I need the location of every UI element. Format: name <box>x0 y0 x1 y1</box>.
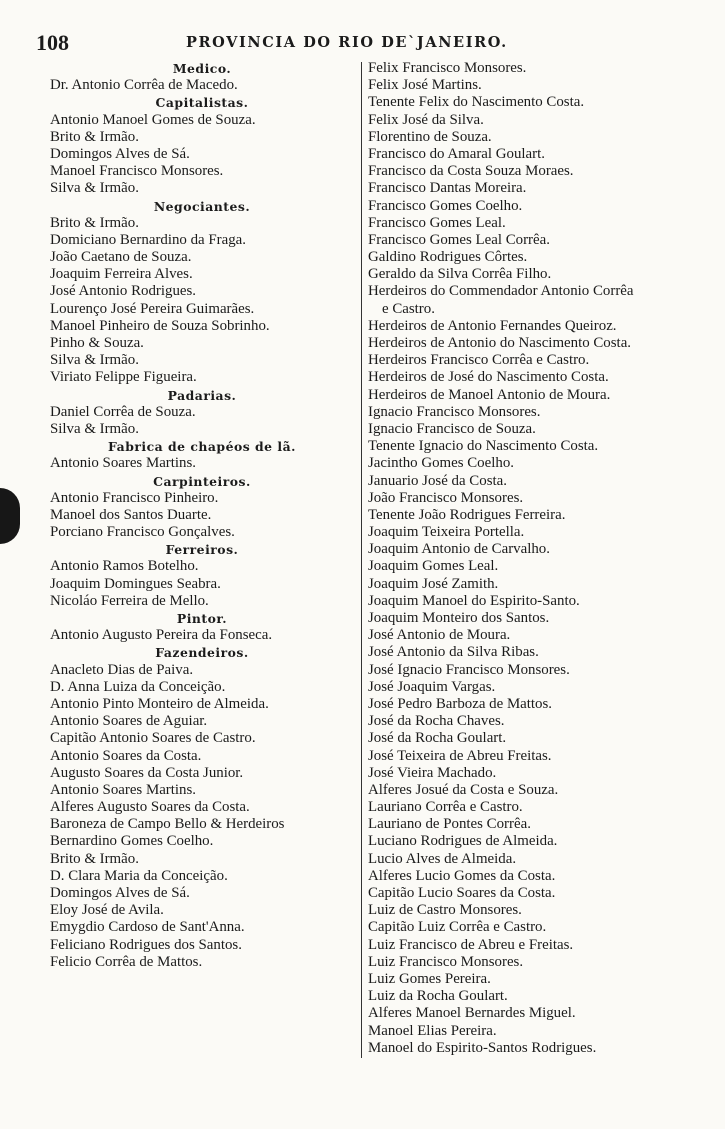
section-heading: Negociantes. <box>153 198 251 214</box>
list-item: Manoel Pinheiro de Souza Sobrinho. <box>50 317 270 334</box>
list-item: Januario José da Costa. <box>368 472 507 489</box>
list-item: Felix José Martins. <box>368 77 482 94</box>
list-item: José Pedro Barboza de Mattos. <box>368 695 553 712</box>
list-item: Tenente Ignacio do Nascimento Costa. <box>368 438 599 455</box>
list-item: Silva & Irmão. <box>50 352 139 369</box>
list-item: Luiz da Rocha Goulart. <box>368 988 508 1005</box>
list-item: Francisco Gomes Coelho. <box>368 197 523 214</box>
section-heading: Fabrica de chapéos de lã. <box>108 439 296 455</box>
list-item: Francisco Dantas Moreira. <box>368 180 527 197</box>
list-item: Francisco Gomes Leal Corrêa. <box>368 231 550 248</box>
list-item: João Francisco Monsores. <box>368 489 524 506</box>
list-item: Domingos Alves de Sá. <box>50 145 190 162</box>
list-item: Domingos Alves de Sá. <box>50 885 190 901</box>
list-item: Eloy José de Avila. <box>50 902 164 919</box>
list-item: Joaquim Domingues Seabra. <box>50 575 221 592</box>
list-item: Antonio Ramos Botelho. <box>50 558 199 575</box>
list-item: Ignacio Francisco Monsores. <box>368 403 541 420</box>
list-item: Felix José da Silva. <box>368 111 484 128</box>
list-item: Emygdio Cardoso de Sant'Anna. <box>50 919 245 936</box>
list-item: Anacleto Dias de Paiva. <box>50 661 194 678</box>
list-item: Luciano Rodrigues de Almeida. <box>368 833 558 850</box>
list-item: Porciano Francisco Gonçalves. <box>50 524 235 541</box>
list-item: Joaquim Ferreira Alves. <box>50 266 193 283</box>
list-item: Francisco da Costa Souza Moraes. <box>368 163 574 180</box>
list-item: Capitão Antonio Soares de Castro. <box>50 730 256 747</box>
section-heading: Medico. <box>172 61 232 76</box>
list-item: Lauriano Corrêa e Castro. <box>368 799 523 816</box>
list-item: Capitão Lucio Soares da Costa. <box>368 885 556 901</box>
list-item: Herdeiros de José do Nascimento Costa. <box>368 369 609 386</box>
list-item: Lauriano de Pontes Corrêa. <box>368 816 531 833</box>
list-item: Francisco do Amaral Goulart. <box>368 145 545 162</box>
list-item: José Antonio Rodrigues. <box>50 283 197 300</box>
list-item: José Vieira Machado. <box>368 764 497 781</box>
list-item: Manoel do Espirito-Santos Rodrigues. <box>368 1039 597 1056</box>
ink-blot <box>0 488 20 544</box>
list-item: Silva & Irmão. <box>50 420 139 437</box>
list-item: Capitão Luiz Corrêa e Castro. <box>368 919 547 936</box>
list-item: Tenente Felix do Nascimento Costa. <box>368 94 585 111</box>
list-item: José Antonio da Silva Ribas. <box>368 644 539 661</box>
list-item: Bernardino Gomes Coelho. <box>50 833 214 850</box>
column-divider <box>361 62 362 1058</box>
list-item: Viriato Felippe Figueira. <box>50 369 197 386</box>
list-item: Brito & Irmão. <box>50 850 139 867</box>
page-number: 108 <box>36 30 69 55</box>
list-item: José da Rocha Chaves. <box>368 713 505 730</box>
list-item: Lourenço José Pereira Guimarães. <box>50 300 255 317</box>
list-item: Luiz Francisco de Abreu e Freitas. <box>368 936 574 953</box>
page-title: PROVINCIA DO RIO DE`JANEIRO. <box>186 34 508 51</box>
list-item: Ignacio Francisco de Souza. <box>368 420 536 437</box>
section-heading: Capitalistas. <box>155 95 249 111</box>
section-heading: Fazendeiros. <box>155 645 249 661</box>
list-item: Herdeiros de Antonio do Nascimento Costa. <box>368 335 632 351</box>
list-item: Geraldo da Silva Corrêa Filho. <box>368 266 552 283</box>
list-item: Herdeiros do Commendador Antonio Corrêa <box>368 283 634 300</box>
list-item: Herdeiros de Antonio Fernandes Queiroz. <box>368 317 617 334</box>
list-item: Dr. Antonio Corrêa de Macedo. <box>50 77 238 94</box>
list-item: José Antonio de Moura. <box>368 627 511 644</box>
list-item: Joaquim Gomes Leal. <box>368 558 499 575</box>
list-item: Antonio Francisco Pinheiro. <box>50 489 219 506</box>
list-item: Antonio Pinto Monteiro de Almeida. <box>50 695 269 712</box>
list-item: Luiz Gomes Pereira. <box>368 970 491 987</box>
list-item: Pinho & Souza. <box>50 335 144 351</box>
list-item: Antonio Soares Martins. <box>50 455 196 472</box>
list-item: Luiz de Castro Monsores. <box>368 902 522 919</box>
list-item: Manoel Francisco Monsores. <box>50 163 224 180</box>
list-item: Augusto Soares da Costa Junior. <box>50 764 244 781</box>
list-item: Felix Francisco Monsores. <box>368 60 527 76</box>
list-item: José Ignacio Francisco Monsores. <box>368 661 570 678</box>
list-item: D. Anna Luiza da Conceição. <box>50 678 226 695</box>
list-item: Herdeiros de Manoel Antonio de Moura. <box>368 386 611 403</box>
section-heading: Carpinteiros. <box>153 473 251 489</box>
list-item: Antonio Soares de Aguiar. <box>50 713 208 730</box>
list-item: Joaquim José Zamith. <box>368 575 499 592</box>
list-item: Jacintho Gomes Coelho. <box>368 455 514 472</box>
list-item: Alferes Augusto Soares da Costa. <box>50 799 250 816</box>
list-item: José Joaquim Vargas. <box>368 678 496 695</box>
list-item: Manoel Elias Pereira. <box>368 1022 497 1039</box>
list-item: Joaquim Antonio de Carvalho. <box>368 541 550 558</box>
list-item: Baroneza de Campo Bello & Herdeiros <box>50 816 285 833</box>
list-item: Luiz Francisco Monsores. <box>368 953 524 970</box>
list-item: João Caetano de Souza. <box>50 249 192 266</box>
list-item: Joaquim Manoel do Espirito-Santo. <box>368 592 580 609</box>
list-item: Daniel Corrêa de Souza. <box>50 403 196 420</box>
list-item: Lucio Alves de Almeida. <box>368 850 517 867</box>
list-item: Alferes Manoel Bernardes Miguel. <box>368 1005 576 1022</box>
list-item: D. Clara Maria da Conceição. <box>50 867 228 884</box>
right-column <box>366 60 710 1057</box>
list-item: Galdino Rodrigues Côrtes. <box>368 249 528 266</box>
list-item: Tenente João Rodrigues Ferreira. <box>368 506 566 523</box>
list-item: Antonio Augusto Pereira da Fonseca. <box>50 627 273 644</box>
list-item: José Teixeira de Abreu Freitas. <box>368 747 552 764</box>
list-item: Francisco Gomes Leal. <box>368 214 506 231</box>
page-header <box>36 30 696 56</box>
list-item: Herdeiros Francisco Corrêa e Castro. <box>368 352 590 369</box>
list-item: Alferes Lucio Gomes da Costa. <box>368 867 556 884</box>
left-column <box>48 60 356 971</box>
section-heading: Pintor. <box>176 611 228 626</box>
list-item: Feliciano Rodrigues dos Santos. <box>50 936 242 953</box>
list-item: Nicoláo Ferreira de Mello. <box>50 592 209 609</box>
list-item: Alferes Josué da Costa e Souza. <box>368 781 559 798</box>
list-item: Felicio Corrêa de Mattos. <box>50 953 203 970</box>
list-item: Joaquim Monteiro dos Santos. <box>368 610 550 626</box>
list-item: Silva & Irmão. <box>50 180 139 197</box>
list-item: Domiciano Bernardino da Fraga. <box>50 231 246 248</box>
list-item: e Castro. <box>382 300 435 317</box>
list-item: Antonio Soares da Costa. <box>50 747 202 764</box>
list-item: José da Rocha Goulart. <box>368 730 507 747</box>
list-item: Antonio Soares Martins. <box>50 781 196 798</box>
list-item: Florentino de Souza. <box>368 128 492 145</box>
list-item: Antonio Manoel Gomes de Souza. <box>50 111 256 128</box>
list-item: Manoel dos Santos Duarte. <box>50 506 212 523</box>
list-item: Brito & Irmão. <box>50 214 139 231</box>
section-heading: Ferreiros. <box>165 542 239 558</box>
list-item: Brito & Irmão. <box>50 128 139 145</box>
section-heading: Padarias. <box>167 387 237 403</box>
list-item: Joaquim Teixeira Portella. <box>368 524 525 541</box>
